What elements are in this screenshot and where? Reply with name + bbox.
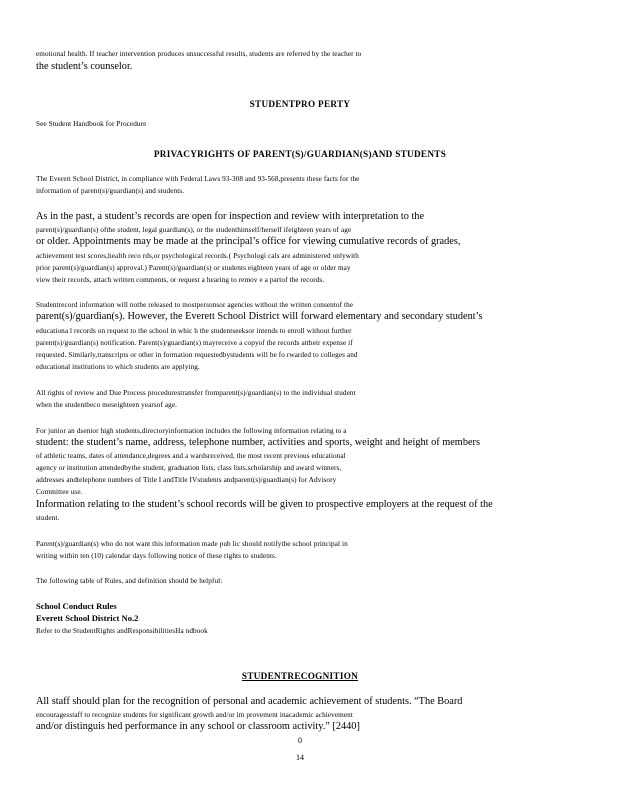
paragraph-release-line-2: parent(s)/guardian(s). However, the Everett School District will forward elementary and secondary student’s (36, 311, 483, 322)
paragraph-privacy-line-1: The Everett School District, in compliance with Federal Laws 93-308 and 93-568,presents these facts for the (36, 175, 360, 183)
paragraph-directory-line-5: addresses andtelephone numbers of Title I andTitle IVstudents andparent(s)/guardian(s) for Advisory (36, 476, 337, 484)
paragraph-release-line-3: educationa l records on request to the school in whic h the studentseeksor intends to enroll without further (36, 327, 352, 335)
paragraph-counseling-line-1: emotional health. If teacher intervention produces unsuccessful results, students are referred by the teacher to (36, 50, 362, 58)
rules-reference: Refer to the StudentRights andResponsibilitiesHa ndbook (36, 627, 208, 635)
paragraph-directory-line-3: of athletic teams, dates of attendance,degrees and a wardsreceived, the most recent previous educational (36, 452, 346, 460)
paragraph-records-line-6: view their records, attach written comments, or request a hearing to remov e a partof the records. (36, 276, 325, 284)
paragraph-rights-line-2: when the studentbeco meseighteen yearsof age. (36, 401, 178, 409)
paragraph-records-line-3: or older. Appointments may be made at the principal’s office for viewing cumulative records of grades, (36, 236, 461, 247)
footer-mark: 0 (298, 736, 302, 745)
heading-student-recognition: STUDENTRECOGNITION (241, 671, 359, 681)
heading-privacy-rights: PRIVACYRIGHTS OF PARENT(S)/GUARDIAN(S)AND STUDENTS (153, 149, 447, 159)
rules-district: Everett School District No.2 (36, 613, 139, 623)
paragraph-records-line-4: achievement test scores,health reco rds,or psychological records.( Psychologi cals are administered onlywith (36, 252, 359, 260)
paragraph-privacy-line-2: information of parent(s)/guardian(s) and students. (36, 187, 185, 195)
paragraph-directory-line-8: student. (36, 514, 60, 522)
paragraph-release-line-6: educational institutions to which students are applying. (36, 363, 200, 371)
page-number: 14 (296, 753, 304, 762)
paragraph-rights-line-1: All rights of review and Due Process procedurestransfer fromparent(s)/guardian(s) to the individual student (36, 389, 356, 397)
paragraph-recognition-line-3: and/or distinguis hed performance in any school or classroom activity.” [2440] (36, 721, 360, 732)
paragraph-directory-line-7: Information relating to the student’s school records will be given to prospective employers at the request of the (36, 499, 493, 510)
paragraph-release-line-5: requested. Similarly,transcripts or other in formation requestedbystudents will be fo rwarded to colleges and (36, 351, 358, 359)
paragraph-directory-line-2: student: the student’s name, address, telephone number, activities and sports, weight and height of members (36, 437, 480, 448)
paragraph-records-line-2: parent(s)/guardian(s) ofthe student, legal guardian(s), or the studenthimself/herself ifeighteen years of age (36, 226, 352, 234)
paragraph-notify-line-2: writing within ten (10) calendar days following notice of these rights to students. (36, 552, 277, 560)
paragraph-directory-line-1: For junior an dsenior high students,directoryinformation includes the following information relating to a (36, 427, 347, 435)
paragraph-recognition-line-1: All staff should plan for the recognition of personal and academic achievement of students. “The Board (36, 696, 463, 707)
paragraph-notify-line-1: Parent(s)/guardian(s) who do not want this information made pub lic should notifythe school principal in (36, 540, 348, 548)
paragraph-recognition-line-2: encouragesstaff to recognize students for significant growth and/or im provement inacademic achievement (36, 711, 353, 719)
heading-student-property: STUDENTPRO PERTY (249, 99, 351, 109)
paragraph-directory-line-4: agency or institution attendedbythe student, graduation lists, class lists,scholarship and award winners, (36, 464, 342, 472)
paragraph-release-line-1: Studentrecord information will notbe released to mostpersonsor agencies without the written consentof the (36, 301, 354, 309)
rules-title: School Conduct Rules (36, 601, 117, 611)
paragraph-records-line-5: prior parent(s)/guardian(s) approval.) Parent(s)/guardian(s) or students eighteen years of age or older may (36, 264, 351, 272)
paragraph-counseling-line-2: the student’s counselor. (36, 61, 133, 72)
paragraph-records-line-1: As in the past, a student’s records are open for inspection and review with interpretation to the (36, 211, 425, 222)
paragraph-release-line-4: parent(s)/guardian(s) notification. Parent(s)/guardian(s) mayreceive a copyof the records attheir expense if (36, 339, 353, 347)
paragraph-directory-line-6: Committee use. (36, 488, 83, 496)
paragraph-student-property: See Student Handbook for Procedure (36, 120, 147, 128)
paragraph-table-intro: The following table of Rules, and definition should be helpful: (36, 577, 223, 585)
